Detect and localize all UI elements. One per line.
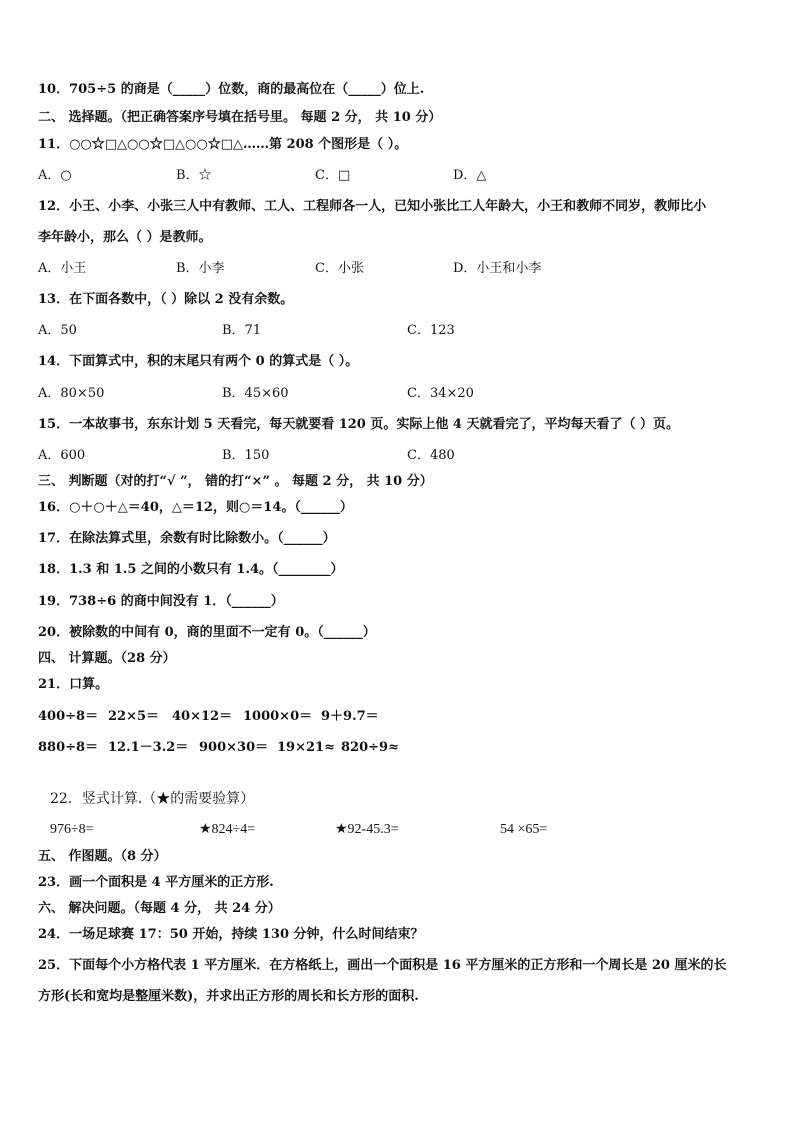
vertical-calc: ★824÷4= bbox=[199, 822, 256, 837]
q12-option-b: B．小李 bbox=[176, 261, 225, 276]
question-10: 10．705÷5 的商是（_____）位数，商的最高位在（_____）位上. bbox=[38, 82, 425, 97]
oral-calc: 40×12＝ bbox=[172, 709, 233, 724]
oral-calc: 400÷8＝ bbox=[38, 709, 99, 724]
section-2-heading: 二、 选择题。（把正确答案序号填在括号里。 每题 2 分， 共 10 分） bbox=[38, 110, 442, 125]
question-22: 22．竖式计算.（★的需要验算） bbox=[50, 791, 255, 807]
q12-option-c: C．小张 bbox=[315, 261, 364, 276]
oral-calc: 1000×0＝ bbox=[243, 709, 313, 724]
question-16: 16．○＋○＋△＝40，△＝12，则○＝14。（______） bbox=[38, 500, 353, 515]
question-21: 21．口算。 bbox=[38, 677, 109, 692]
oral-calc: 9＋9.7＝ bbox=[321, 709, 379, 724]
question-19: 19．738÷6 的商中间没有 1．（______） bbox=[38, 594, 284, 609]
q15-option-b: B．150 bbox=[222, 448, 270, 463]
question-18: 18．1.3 和 1.5 之间的小数只有 1.4。（________） bbox=[38, 562, 344, 577]
section-5-heading: 五、 作图题。（8 分） bbox=[38, 849, 167, 864]
vertical-calc: 54 ×65= bbox=[500, 822, 548, 837]
q13-option-a: A．50 bbox=[38, 323, 77, 338]
oral-calc: 900×30＝ bbox=[199, 740, 269, 755]
question-12-line2: 李年龄小，那么（ ）是教师。 bbox=[38, 230, 212, 245]
question-23: 23．画一个面积是 4 平方厘米的正方形. bbox=[38, 875, 274, 890]
q12-option-a: A．小王 bbox=[38, 261, 87, 276]
oral-calc: 22×5＝ bbox=[108, 709, 160, 724]
question-25-line2: 方形(长和宽均是整厘米数)，并求出正方形的周长和长方形的面积. bbox=[38, 989, 419, 1004]
question-12-line1: 12．小王、小李、小张三人中有教师、工人、工程师各一人，已知小张比工人年龄大，小王和教师不同岁，教师比小 bbox=[38, 199, 707, 214]
section-3-heading: 三、 判断题（对的打“√ ”， 错的打“×” 。 每题 2 分， 共 10 分） bbox=[38, 474, 433, 489]
question-14: 14．下面算式中，积的末尾只有两个 0 的算式是（ ）。 bbox=[38, 354, 359, 369]
q14-option-a: A．80×50 bbox=[38, 386, 105, 401]
question-25-line1: 25．下面每个小方格代表 1 平方厘米．在方格纸上，画出一个面积是 16 平方厘米的正方形和一个周长是 20 厘米的长 bbox=[38, 958, 727, 973]
question-13: 13．在下面各数中，（ ）除以 2 没有余数。 bbox=[38, 292, 294, 307]
oral-calc: 12.1－3.2＝ bbox=[108, 740, 189, 755]
q15-option-a: A．600 bbox=[38, 448, 86, 463]
q14-option-c: C．34×20 bbox=[407, 386, 474, 401]
oral-calc: 820÷9≈ bbox=[341, 740, 399, 755]
q13-option-c: C．123 bbox=[407, 323, 455, 338]
question-20: 20．被除数的中间有 0，商的里面不一定有 0。（______） bbox=[38, 625, 376, 640]
q11-option-c: C．□ bbox=[315, 168, 351, 183]
q15-option-c: C．480 bbox=[407, 448, 455, 463]
q11-option-d: D．△ bbox=[453, 168, 487, 183]
q12-option-d: D．小王和小李 bbox=[453, 261, 542, 276]
q13-option-b: B．71 bbox=[222, 323, 262, 338]
section-6-heading: 六、 解决问题。（每题 4 分， 共 24 分） bbox=[38, 901, 281, 916]
section-4-heading: 四、 计算题。（28 分） bbox=[38, 651, 176, 666]
vertical-calc: ★92-45.3= bbox=[335, 822, 399, 837]
question-24: 24．一场足球赛 17：50 开始，持续 130 分钟，什么时间结束？ bbox=[38, 927, 424, 942]
oral-calc: 19×21≈ bbox=[277, 740, 335, 755]
question-11: 11．○○☆□△○○☆□△○○☆□△……第 208 个图形是（ ）。 bbox=[38, 137, 408, 152]
vertical-calc: 976÷8= bbox=[50, 822, 94, 837]
question-17: 17．在除法算式里，余数有时比除数小。（______） bbox=[38, 531, 336, 546]
q11-option-a: A．○ bbox=[38, 168, 72, 183]
q14-option-b: B．45×60 bbox=[222, 386, 289, 401]
q11-option-b: B．☆ bbox=[176, 168, 212, 183]
oral-calc: 880÷8＝ bbox=[38, 740, 99, 755]
question-15: 15．一本故事书，东东计划 5 天看完，每天就要看 120 页。实际上他 4 天就看完了，平均每天看了（ ）页。 bbox=[38, 417, 679, 432]
